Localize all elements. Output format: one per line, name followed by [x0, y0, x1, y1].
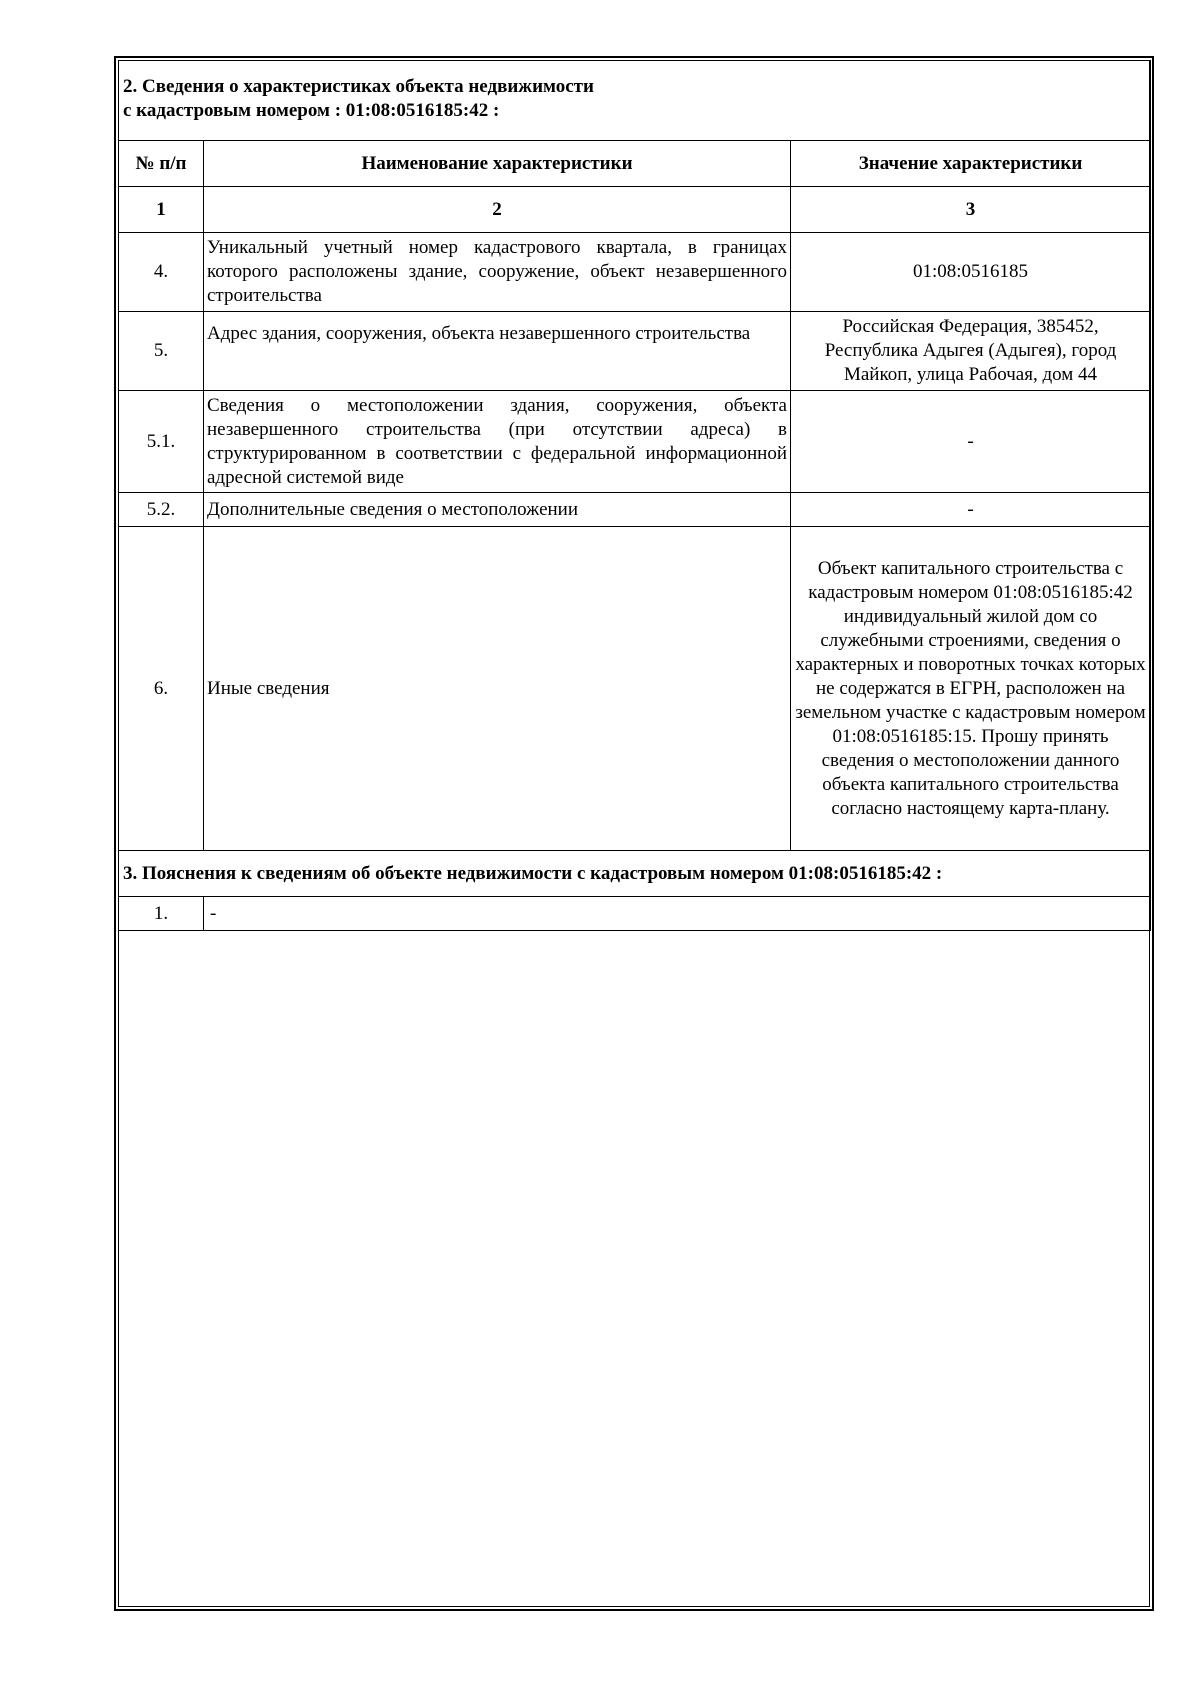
row-number: 6.: [119, 527, 204, 851]
section2-title-line1: 2. Сведения о характеристиках объекта недвижимости: [123, 76, 594, 97]
section2-title-line2: с кадастровым номером : 01:08:0516185:42 :: [123, 100, 500, 121]
row-number: 5.1.: [119, 391, 204, 493]
header-row: [119, 141, 1151, 187]
table-row: [119, 493, 1151, 527]
row-number: 4.: [119, 233, 204, 312]
row-value: Объект капитального строительства с кадастровым номером 01:08:0516185:42 индивидуальный жилой дом со служебными строениями, сведения о характерных и поворотных точках которых не содержатся в ЕГРН, расположен на земельном участке с кадастровым номером 01:08:0516185:15. Прошу принять сведения о местоположении данного объекта капитального строительства согласно настоящему карта-плану.: [791, 527, 1151, 851]
table-row: [119, 312, 1151, 391]
column-number-3: 3: [791, 187, 1151, 233]
column-number-2: 2: [204, 187, 791, 233]
column-number-1: 1: [119, 187, 204, 233]
section2-title-row: [119, 61, 1151, 141]
header-number: № п/п: [119, 141, 204, 187]
section2-title: [119, 61, 1151, 141]
row-name: Сведения о местоположении здания, сооружения, объекта незавершенного строительства (при отсутствии адреса) в структурированном в соответствии с федеральной информационной адресной системой виде: [204, 391, 791, 493]
row-name: Адрес здания, сооружения, объекта незавершенного строительства: [204, 312, 791, 391]
section3-title-row: [119, 851, 1151, 897]
document-content: [118, 60, 1150, 931]
section3-row: [119, 897, 1151, 931]
section3-row-number: 1.: [119, 897, 204, 931]
row-value: Российская Федерация, 385452, Республика Адыгея (Адыгея), город Майкоп, улица Рабочая, дом 44: [791, 312, 1151, 391]
table-row: [119, 527, 1151, 851]
header-value: Значение характеристики: [791, 141, 1151, 187]
table-row: [119, 391, 1151, 493]
row-value: -: [791, 391, 1151, 493]
row-name: Дополнительные сведения о местоположении: [204, 493, 791, 527]
row-name: Иные сведения: [204, 527, 791, 851]
header-name: Наименование характеристики: [204, 141, 791, 187]
row-value: -: [791, 493, 1151, 527]
column-number-row: [119, 187, 1151, 233]
section3-row-text: -: [204, 897, 1151, 931]
table-row: [119, 233, 1151, 312]
row-value: 01:08:0516185: [791, 233, 1151, 312]
row-number: 5.: [119, 312, 204, 391]
row-number: 5.2.: [119, 493, 204, 527]
row-name: Уникальный учетный номер кадастрового квартала, в границах которого расположены здание, сооружение, объект незавершенного строительства: [204, 233, 791, 312]
section3-title: 3. Пояснения к сведениям об объекте недвижимости с кадастровым номером 01:08:0516185:42 :: [119, 851, 1151, 897]
characteristics-table: [118, 60, 1151, 931]
